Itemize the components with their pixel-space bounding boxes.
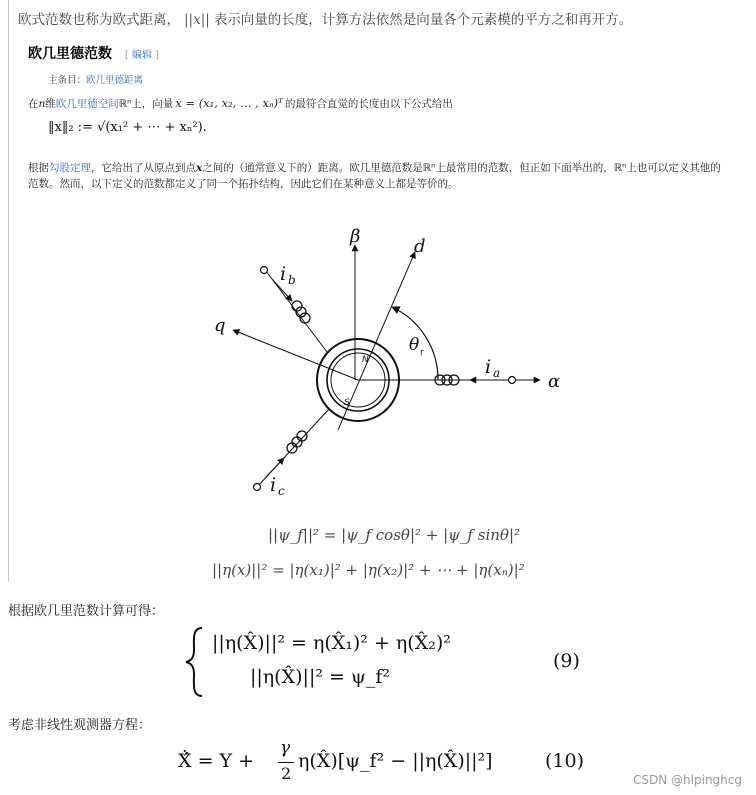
eq9-number: (9) <box>553 650 580 672</box>
label-theta-sub: r <box>420 348 424 358</box>
edit-bracket-open: [ <box>124 50 129 61</box>
p2-text-a: 根据 <box>28 162 49 174</box>
def-text-1: 在 <box>28 98 39 110</box>
label-ia-sub: a <box>493 366 501 380</box>
p2-text-b: ，它给出了从原点到点 <box>91 162 196 174</box>
terminal-a <box>509 377 516 384</box>
label-theta: θ <box>409 335 420 355</box>
label-beta: β <box>350 226 361 247</box>
eq10-frac-num: γ <box>280 738 291 758</box>
euclidean-norm-formula: ‖x‖₂ := √(x₁² + ⋯ + xₙ²). <box>48 120 207 135</box>
label-alpha: α <box>548 371 561 392</box>
intro-text-after: 表示向量的长度，计算方法依然是向量各个元素模的平方之和再开方。 <box>213 12 633 28</box>
eq10-number: (10) <box>545 750 585 772</box>
eq10-frac-den: 2 <box>281 764 292 783</box>
edit-link[interactable]: 编辑 <box>131 50 152 61</box>
main-article-link[interactable]: 欧几里德距离 <box>86 75 144 86</box>
def-text-3: ℝⁿ上，向量 <box>118 98 174 110</box>
terminal-c <box>254 484 261 491</box>
def-n: n <box>38 98 46 110</box>
eq10-lhs: Ẋ̂ = Y + <box>178 750 255 772</box>
section-title: 欧几里德范数 <box>28 46 112 62</box>
coil-c <box>287 431 307 453</box>
label-ic: i <box>270 474 277 496</box>
label-d: d <box>414 236 426 257</box>
def-vector: x = (x₁, x₂, … , xₙ)ᵀ <box>175 96 283 110</box>
coil-b <box>292 301 310 323</box>
eq9-line2: ||η(X̂)||² = ψ_f² <box>250 666 391 688</box>
p2-x: x <box>196 162 203 174</box>
pythagorean-theorem-link[interactable]: 勾股定理 <box>49 162 91 174</box>
label-ic-sub: c <box>278 484 285 498</box>
eq10-rhs: η(X̂)[ψ_f² − ||η(X̂)||²] <box>298 750 493 772</box>
def-text-2: 维 <box>45 98 56 110</box>
csdn-watermark: CSDN @hlpinghcg <box>633 773 742 787</box>
def-text-4: 的最符合直觉的长度由以下公式给出 <box>284 98 453 110</box>
label-ib-sub: b <box>288 273 296 287</box>
left-brace <box>182 626 208 698</box>
p2-text-c: 之间的（通常意义下的）距离。欧几里德范数是ℝⁿ上最常用的范数，但正如下面举出的，ℝⁿ上也可以定义其他的范数。然而，以下定义的范数都定义了同一个拓扑结构，因此它们在某种意义上都是等价的。 <box>28 162 721 190</box>
label-ia: i <box>485 356 492 378</box>
label-north: N <box>362 355 369 365</box>
norm-symbol: ||x|| <box>184 12 210 28</box>
edit-bracket-close: ] <box>155 50 160 61</box>
euclidean-space-link[interactable]: 欧几里德空间 <box>55 98 119 110</box>
observer-text: 考虑非线性观测器方程： <box>8 718 152 733</box>
intro-text-before: 欧式范数也称为欧式距离， <box>18 12 180 28</box>
label-south: S <box>344 398 350 408</box>
psi-norm-equation: ||ψ_f||² = |ψ_f cosθ|² + |ψ_f sinθ|² <box>268 526 521 544</box>
label-ib: i <box>280 263 287 285</box>
terminal-b <box>261 267 268 274</box>
main-article-prefix: 主条目： <box>48 75 87 86</box>
eq9-line1: ||η(X̂)||² = η(X̂₁)² + η(X̂₂)² <box>212 632 451 654</box>
eta-norm-equation: ||η(x)||² = |η(x₁)|² + |η(x₂)|² + ⋯ + |η(xₙ)|² <box>212 561 525 579</box>
label-q: q <box>214 315 226 336</box>
euclid-calc-text: 根据欧几里范数计算可得： <box>8 604 165 619</box>
eq10-frac-bar <box>278 762 294 763</box>
